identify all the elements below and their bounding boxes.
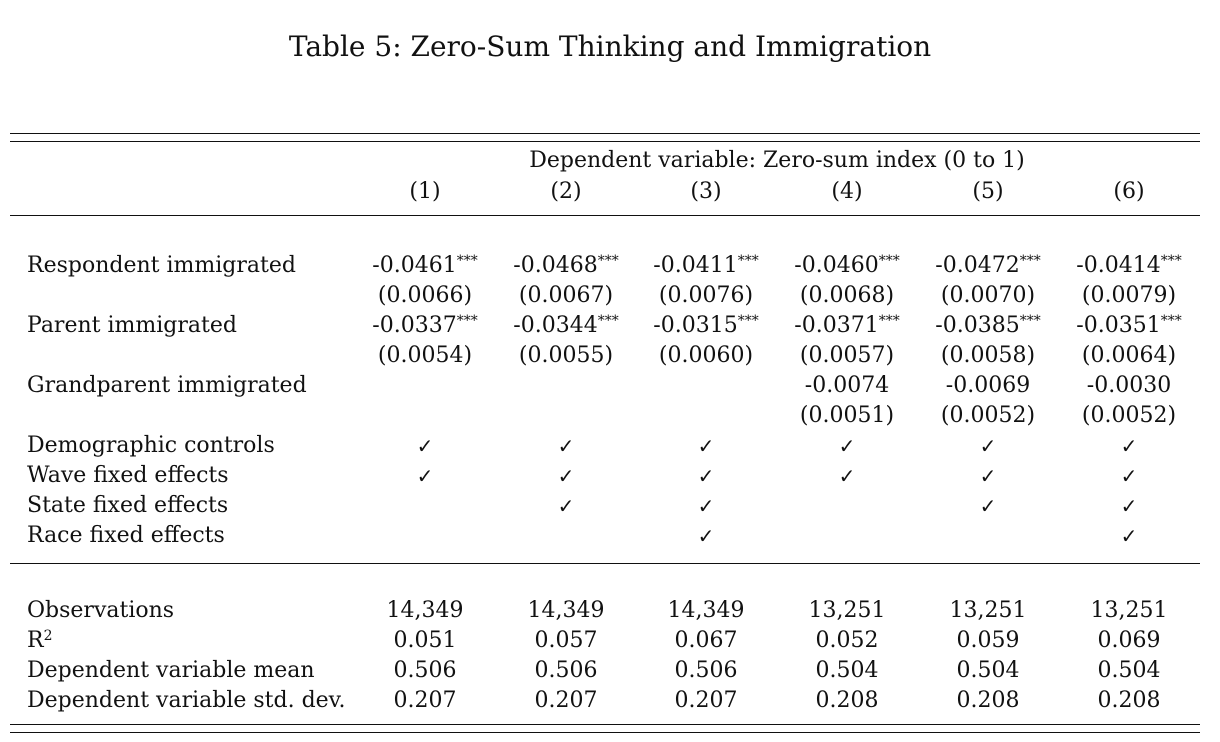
significance-stars: *** xyxy=(1019,253,1041,269)
checkmark-icon: ✓ xyxy=(697,524,715,548)
standard-error-cell: (0.0052) xyxy=(1081,403,1177,428)
coefficient-cell xyxy=(496,253,636,278)
checkmark-icon: ✓ xyxy=(838,434,856,458)
row-label: Parent immigrated xyxy=(27,313,237,338)
checkmark-icon: ✓ xyxy=(557,464,575,488)
coefficient-value: -0.0337 xyxy=(372,313,457,338)
statistic-cell: 0.057 xyxy=(534,628,598,653)
significance-stars: *** xyxy=(878,313,900,329)
checkmark-icon: ✓ xyxy=(1120,524,1138,548)
top-rule-inner xyxy=(10,141,1200,142)
coefficient-value: -0.0411 xyxy=(653,253,738,278)
coefficient-cell xyxy=(918,253,1058,278)
checkmark-icon: ✓ xyxy=(979,464,997,488)
checkmark-icon: ✓ xyxy=(416,434,434,458)
coefficient-cell xyxy=(777,313,917,338)
standard-error-cell: (0.0076) xyxy=(658,283,754,308)
coefficient-cell xyxy=(1059,373,1199,398)
coefficient-cell xyxy=(777,253,917,278)
significance-stars: *** xyxy=(1160,313,1182,329)
significance-stars: *** xyxy=(597,313,619,329)
standard-error-cell: (0.0067) xyxy=(518,283,614,308)
column-header-6: (6) xyxy=(1113,179,1145,204)
checkmark-icon: ✓ xyxy=(979,434,997,458)
row-label: Demographic controls xyxy=(27,433,275,458)
checkmark-icon: ✓ xyxy=(1120,494,1138,518)
checkmark-icon: ✓ xyxy=(979,494,997,518)
coefficient-cell xyxy=(1059,253,1199,278)
row-label: $R^2$ xyxy=(27,628,53,653)
row-label: Respondent immigrated xyxy=(27,253,296,278)
standard-error-cell: (0.0057) xyxy=(799,343,895,368)
statistic-cell: 0.504 xyxy=(1097,658,1161,683)
statistic-cell: 0.504 xyxy=(815,658,879,683)
statistic-cell: 14,349 xyxy=(386,598,464,623)
standard-error-cell: (0.0060) xyxy=(658,343,754,368)
column-header-3: (3) xyxy=(690,179,722,204)
coefficient-value: -0.0074 xyxy=(804,373,890,398)
significance-stars: *** xyxy=(1160,253,1182,269)
coefficient-value: -0.0414 xyxy=(1076,253,1161,278)
standard-error-cell: (0.0054) xyxy=(377,343,473,368)
coefficient-value: -0.0460 xyxy=(794,253,879,278)
dependent-variable-header: Dependent variable: Zero-sum index (0 to 1) xyxy=(529,148,1025,173)
row-label: Dependent variable std. dev. xyxy=(27,688,346,713)
standard-error-cell: (0.0052) xyxy=(940,403,1036,428)
checkmark-icon: ✓ xyxy=(557,434,575,458)
coefficient-value: -0.0371 xyxy=(794,313,879,338)
row-label: Observations xyxy=(27,598,175,623)
column-header-1: (1) xyxy=(409,179,441,204)
statistic-cell: 0.208 xyxy=(1097,688,1161,713)
row-label: Grandparent immigrated xyxy=(27,373,307,398)
coefficient-cell xyxy=(355,313,495,338)
label-superscript: 2 xyxy=(43,628,53,644)
coefficient-cell xyxy=(636,313,776,338)
coefficient-value: -0.0344 xyxy=(513,313,598,338)
standard-error-cell: (0.0055) xyxy=(518,343,614,368)
row-label: State fixed effects xyxy=(27,493,229,518)
column-header-2: (2) xyxy=(550,179,582,204)
checkmark-icon: ✓ xyxy=(1120,434,1138,458)
coefficient-value: -0.0385 xyxy=(935,313,1020,338)
statistic-cell: 14,349 xyxy=(667,598,745,623)
statistic-cell: 14,349 xyxy=(527,598,605,623)
row-label: Wave fixed effects xyxy=(27,463,229,488)
significance-stars: *** xyxy=(456,253,478,269)
checkmark-icon: ✓ xyxy=(557,494,575,518)
standard-error-cell: (0.0064) xyxy=(1081,343,1177,368)
coefficient-value: -0.0069 xyxy=(945,373,1031,398)
significance-stars: *** xyxy=(456,313,478,329)
row-label: Dependent variable mean xyxy=(27,658,315,683)
coefficient-cell xyxy=(496,313,636,338)
coefficient-cell xyxy=(636,253,776,278)
statistic-cell: 0.506 xyxy=(674,658,738,683)
coefficient-value: -0.0351 xyxy=(1076,313,1161,338)
coefficient-cell xyxy=(1059,313,1199,338)
statistic-cell: 0.067 xyxy=(674,628,738,653)
checkmark-icon: ✓ xyxy=(1120,464,1138,488)
standard-error-cell: (0.0079) xyxy=(1081,283,1177,308)
standard-error-cell: (0.0070) xyxy=(940,283,1036,308)
checkmark-icon: ✓ xyxy=(838,464,856,488)
checkmark-icon: ✓ xyxy=(697,434,715,458)
statistic-cell: 0.069 xyxy=(1097,628,1161,653)
coefficient-cell xyxy=(918,373,1058,398)
statistic-cell: 13,251 xyxy=(949,598,1027,623)
top-rule-outer xyxy=(10,133,1200,134)
coefficient-value: -0.0461 xyxy=(372,253,457,278)
significance-stars: *** xyxy=(737,253,759,269)
checkmark-icon: ✓ xyxy=(416,464,434,488)
statistic-cell: 0.207 xyxy=(393,688,457,713)
statistic-cell: 13,251 xyxy=(1090,598,1168,623)
statistic-cell: 0.051 xyxy=(393,628,457,653)
column-header-5: (5) xyxy=(972,179,1004,204)
standard-error-cell: (0.0068) xyxy=(799,283,895,308)
standard-error-cell: (0.0058) xyxy=(940,343,1036,368)
standard-error-cell: (0.0066) xyxy=(377,283,473,308)
statistic-cell: 13,251 xyxy=(808,598,886,623)
standard-error-cell: (0.0051) xyxy=(799,403,895,428)
table-title: Table 5: Zero-Sum Thinking and Immigration xyxy=(288,30,932,63)
significance-stars: *** xyxy=(597,253,619,269)
statistic-cell: 0.506 xyxy=(534,658,598,683)
bottom-rule-outer xyxy=(10,732,1200,733)
significance-stars: *** xyxy=(737,313,759,329)
coefficient-value: -0.0315 xyxy=(653,313,738,338)
column-header-4: (4) xyxy=(831,179,863,204)
statistic-cell: 0.208 xyxy=(956,688,1020,713)
stats-rule xyxy=(10,563,1200,564)
checkmark-icon: ✓ xyxy=(697,464,715,488)
statistic-cell: 0.207 xyxy=(674,688,738,713)
checkmark-icon: ✓ xyxy=(697,494,715,518)
row-label: Race fixed effects xyxy=(27,523,225,548)
coefficient-value: -0.0468 xyxy=(513,253,598,278)
statistic-cell: 0.059 xyxy=(956,628,1020,653)
bottom-rule-inner xyxy=(10,724,1200,725)
coefficient-cell xyxy=(777,373,917,398)
significance-stars: *** xyxy=(878,253,900,269)
statistic-cell: 0.052 xyxy=(815,628,879,653)
coefficient-cell xyxy=(355,253,495,278)
coefficient-value: -0.0030 xyxy=(1086,373,1172,398)
header-rule xyxy=(10,215,1200,216)
statistic-cell: 0.208 xyxy=(815,688,879,713)
statistic-cell: 0.506 xyxy=(393,658,457,683)
statistic-cell: 0.504 xyxy=(956,658,1020,683)
coefficient-value: -0.0472 xyxy=(935,253,1020,278)
significance-stars: *** xyxy=(1019,313,1041,329)
coefficient-cell xyxy=(918,313,1058,338)
statistic-cell: 0.207 xyxy=(534,688,598,713)
